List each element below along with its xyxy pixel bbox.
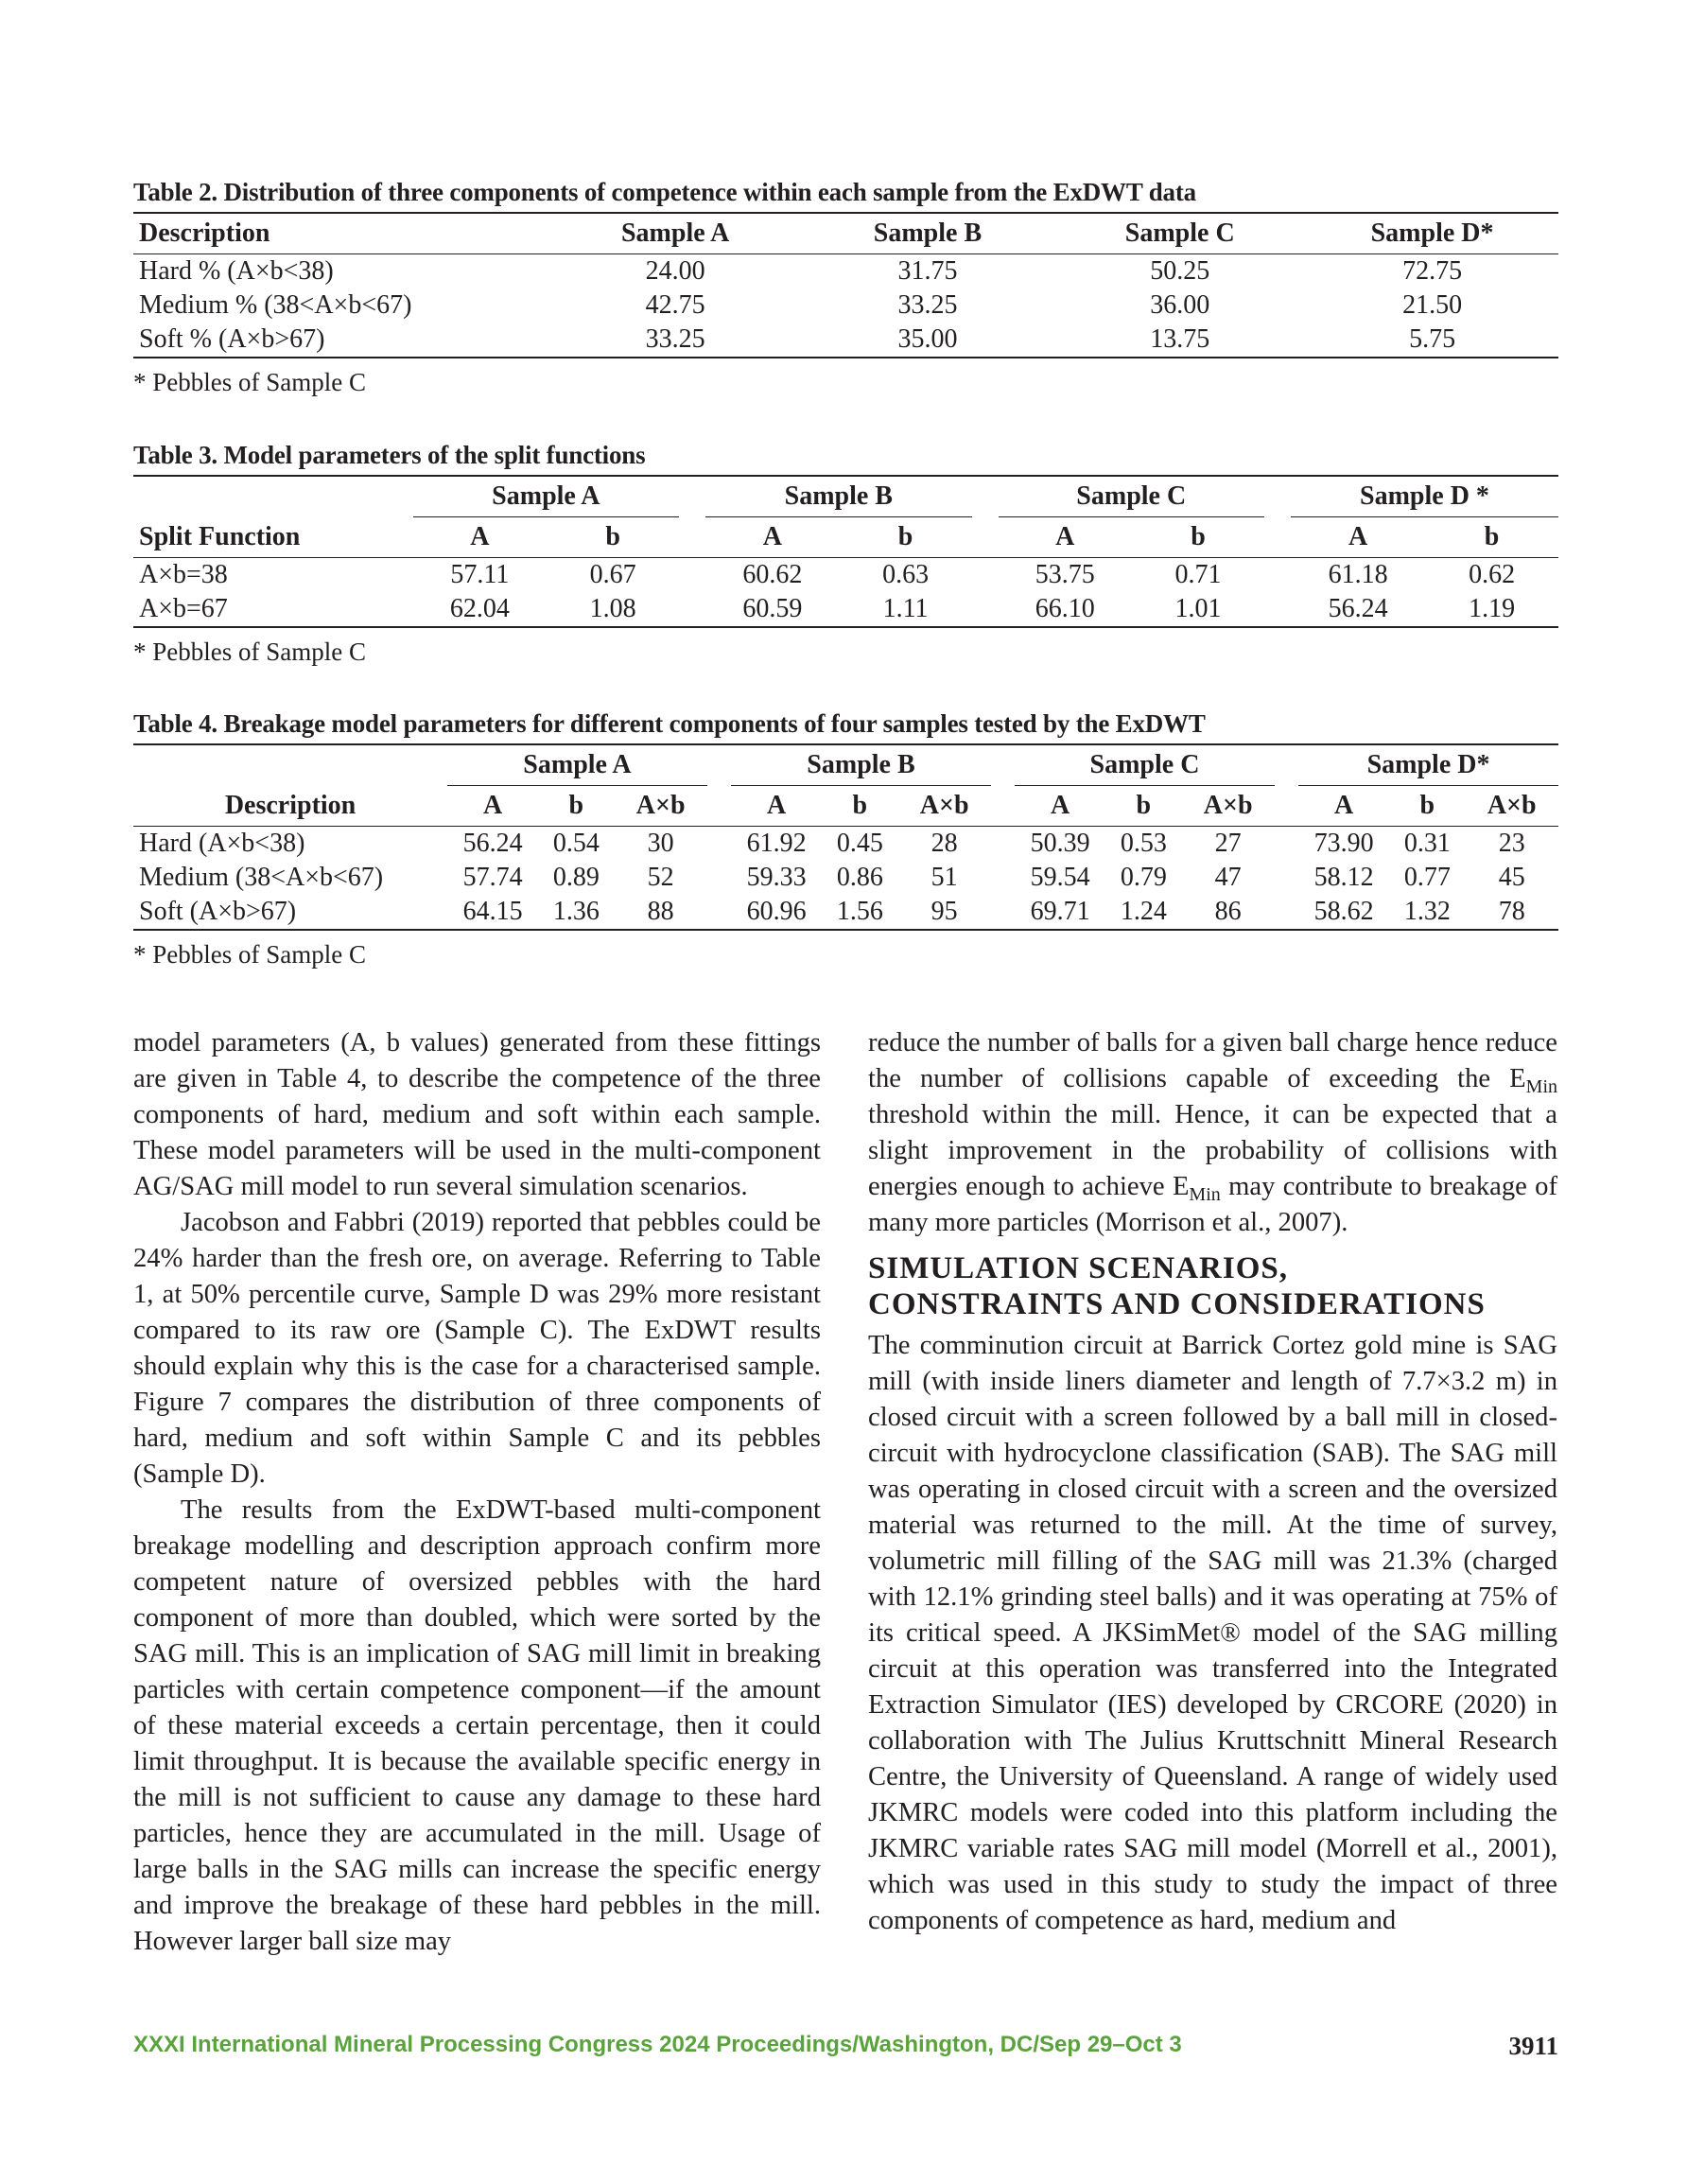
table-cell: 0.45 — [836, 829, 883, 858]
row-label-cell: Soft (A×b>67) — [139, 897, 297, 926]
column-header: Sample D* — [1306, 213, 1558, 254]
spacer-cell — [707, 895, 731, 930]
paragraph: model parameters (A, b values) generated from these fittings are given in Table 4, to describe the competence of the three components of hard, medium and soft within each sample. These model parameters will be used in the multi-component AG/SAG mill model to run several simulation scenarios. — [133, 1028, 821, 1201]
table-3-block — [133, 441, 1558, 667]
table-cell: 72.75 — [1402, 256, 1463, 286]
table-cell: 45 — [1498, 863, 1525, 892]
footer-proceedings-title: XXXI International Mineral Processing Congress 2024 Proceedings/Washington, DC/Sep 29–Oct 3 — [133, 2032, 1182, 2057]
section-heading-line: CONSTRAINTS AND CONSIDERATIONS — [868, 1287, 1486, 1321]
column-header: A×b — [897, 786, 990, 827]
row-label-cell: Soft % (A×b>67) — [139, 324, 325, 354]
row-label-cell: A×b=67 — [139, 594, 228, 623]
subscript: Min — [1525, 1076, 1557, 1097]
table-cell: 0.31 — [1403, 829, 1451, 858]
text-run: threshold within the mill. Hence, it can be expected that a slight improvement in the probability of collisions with energies enough to achieve E — [868, 1100, 1557, 1201]
table-row — [133, 861, 1558, 895]
spacer-cell — [972, 592, 999, 627]
table-cell: 0.79 — [1120, 863, 1167, 892]
table-cell: 13.75 — [1150, 324, 1210, 354]
table-cell: 62.04 — [449, 594, 510, 623]
table-cell: 66.10 — [1035, 594, 1095, 623]
column-header: A — [999, 517, 1133, 558]
table-row — [133, 827, 1558, 862]
column-header: Sample B — [802, 213, 1054, 254]
column-header: A×b — [1181, 786, 1274, 827]
table-cell: 1.19 — [1469, 594, 1516, 623]
page-number: 3911 — [1508, 2032, 1558, 2060]
spacer-cell — [1275, 827, 1298, 862]
table-cell: 36.00 — [1150, 290, 1210, 320]
table-cell: 0.63 — [882, 560, 930, 589]
row-header-label: Description — [133, 786, 447, 827]
table-row — [133, 592, 1558, 627]
table-cell: 30 — [647, 829, 674, 858]
body-column-right — [868, 1025, 1557, 1939]
table-2-caption: Table 2. Distribution of three components of competence within each sample from the ExDWT data — [133, 178, 1196, 206]
table-header-row — [133, 517, 1558, 558]
table-cell: 53.75 — [1035, 560, 1095, 589]
row-header-label: Split Function — [133, 517, 413, 558]
column-group-header: Sample B — [731, 744, 991, 786]
table-4-footnote: * Pebbles of Sample C — [133, 940, 366, 969]
row-label-cell: Medium % (38<A×b<67) — [139, 290, 412, 320]
column-header: A — [705, 517, 840, 558]
subscript: Min — [1189, 1184, 1221, 1205]
table-2-block — [133, 178, 1558, 397]
page-footer — [133, 2032, 1558, 2070]
table-cell: 1.56 — [836, 897, 883, 926]
column-header: b — [1389, 786, 1465, 827]
paragraph — [868, 1025, 1557, 1241]
paragraph: The results from the ExDWT-based multi-component breakage modelling and description approach confirm more competent nature of oversized pebbles with the hard component of more than doubled, which were sorted by the SAG mill. This is an implication of SAG mill limit in breaking particles with certain competence component—if the amount of these material exceeds a certain percentage, then it could limit throughput. It is because the available specific energy in the mill is not sufficient to cause any damage to these hard particles, hence they are accumulated in the mill. Usage of large balls in the SAG mills can increase the specific energy and improve the breakage of these hard pebbles in the mill. However larger ball size may — [133, 1495, 821, 1956]
section-heading-line: SIMULATION SCENARIOS, — [868, 1251, 1288, 1285]
table-cell: 33.25 — [897, 290, 958, 320]
table-cell: 21.50 — [1402, 290, 1463, 320]
column-group-header: Sample A — [447, 744, 707, 786]
table-cell: 50.39 — [1030, 829, 1090, 858]
spacer-cell — [1264, 558, 1291, 593]
column-header: Sample C — [1053, 213, 1306, 254]
table-cell: 60.59 — [742, 594, 803, 623]
table-header-row — [133, 213, 1558, 254]
table-cell: 60.62 — [742, 560, 803, 589]
table-cell: 1.08 — [589, 594, 636, 623]
row-label-cell: Medium (38<A×b<67) — [139, 863, 384, 892]
table-cell: 95 — [930, 897, 958, 926]
table-cell: 58.12 — [1313, 863, 1374, 892]
table-3-caption: Table 3. Model parameters of the split functions — [133, 441, 646, 469]
table-cell: 0.62 — [1469, 560, 1516, 589]
table-group-row — [133, 744, 1558, 786]
spacer-cell — [991, 895, 1015, 930]
table-cell: 59.33 — [746, 863, 807, 892]
table-group-row — [133, 476, 1558, 517]
column-header: A×b — [1465, 786, 1558, 827]
table-cell: 57.74 — [462, 863, 523, 892]
table-4 — [133, 743, 1558, 931]
table-cell: 24.00 — [645, 256, 705, 286]
table-cell: 57.11 — [450, 560, 510, 589]
table-cell: 5.75 — [1409, 324, 1456, 354]
table-cell: 28 — [930, 829, 958, 858]
table-cell: 23 — [1498, 829, 1525, 858]
text-run: may contribute to breakage of many more particles (Morrison et al., 2007). — [868, 1172, 1558, 1237]
column-header: A — [731, 786, 822, 827]
table-cell: 56.24 — [1328, 594, 1388, 623]
spacer-cell — [679, 558, 705, 593]
table-cell: 42.75 — [645, 290, 705, 320]
spacer-cell — [1275, 895, 1298, 930]
table-cell: 73.90 — [1313, 829, 1374, 858]
table-cell: 0.53 — [1120, 829, 1167, 858]
table-cell: 0.86 — [836, 863, 883, 892]
column-header: A — [413, 517, 548, 558]
spacer-cell — [707, 827, 731, 862]
spacer-cell — [1275, 861, 1298, 895]
table-cell: 0.71 — [1174, 560, 1222, 589]
column-group-header: Sample D* — [1298, 744, 1558, 786]
table-cell: 78 — [1498, 897, 1525, 926]
table-cell: 1.36 — [552, 897, 600, 926]
table-3-footnote: * Pebbles of Sample C — [133, 638, 366, 666]
table-cell: 31.75 — [897, 256, 958, 286]
table-row — [133, 288, 1558, 323]
table-3 — [133, 475, 1558, 628]
column-header: A — [1015, 786, 1105, 827]
table-cell: 0.89 — [552, 863, 600, 892]
column-header: b — [1425, 517, 1558, 558]
table-header-row — [133, 786, 1558, 827]
row-label-cell: Hard (A×b<38) — [139, 829, 305, 858]
table-cell: 50.25 — [1150, 256, 1210, 286]
table-cell: 58.62 — [1313, 897, 1374, 926]
table-cell: 1.24 — [1120, 897, 1167, 926]
table-row — [133, 895, 1558, 930]
table-2-footnote: * Pebbles of Sample C — [133, 368, 366, 396]
table-cell: 1.32 — [1403, 897, 1451, 926]
table-cell: 0.77 — [1403, 863, 1451, 892]
table-cell: 86 — [1214, 897, 1242, 926]
spacer-cell — [991, 827, 1015, 862]
table-cell: 52 — [647, 863, 674, 892]
spacer-cell — [1264, 592, 1291, 627]
table-cell: 88 — [647, 897, 674, 926]
spacer-cell — [679, 592, 705, 627]
column-group-header: Sample C — [999, 476, 1264, 517]
paragraph: The comminution circuit at Barrick Cortez gold mine is SAG mill (with inside liners diameter and length of 7.7×3.2 m) in closed circuit with a screen followed by a ball mill in closed-circuit with hydrocyclone classification (SAB). The SAG mill was operating in closed circuit with a screen and the oversized material was returned to the mill. At the time of survey, volumetric mill filling of the SAG mill was 21.3% (charged with 12.1% grinding steel balls) and it was operating at 75% of its critical speed. A JKSimMet® model of the SAG milling circuit at this operation was transferred into the Integrated Extraction Simulator (IES) developed by CRCORE (2020) in collaboration with The Julius Kruttschnitt Mineral Research Centre, the University of Queensland. A range of widely used JKMRC models were coded into this platform including the JKMRC variable rates SAG mill model (Morrell et al., 2001), which was used in this study to study the impact of three components of competence as hard, medium and — [868, 1331, 1557, 1935]
table-cell: 60.96 — [746, 897, 807, 926]
column-header: b — [538, 786, 614, 827]
paragraph: Jacobson and Fabbri (2019) reported that pebbles could be 24% harder than the fresh ore, on average. Referring to Table 1, at 50% percentile curve, Sample D was 29% more resistant compared to its raw ore (Sample C). The ExDWT results should explain why this is the case for a characterised sample. Figure 7 compares the distribution of three components of hard, medium and soft within Sample C and its pebbles (Sample D). — [133, 1208, 821, 1489]
table-cell: 33.25 — [645, 324, 705, 354]
table-row — [133, 558, 1558, 593]
table-cell: 0.54 — [552, 829, 600, 858]
table-cell: 1.01 — [1174, 594, 1222, 623]
column-header: A — [1298, 786, 1389, 827]
column-header: b — [1105, 786, 1181, 827]
table-4-block — [133, 709, 1558, 970]
row-label-cell: A×b=38 — [139, 560, 228, 589]
table-2 — [133, 212, 1558, 358]
row-label-cell: Hard % (A×b<38) — [139, 256, 334, 286]
table-row — [133, 323, 1558, 358]
table-cell: 61.92 — [746, 829, 807, 858]
body-column-left — [133, 1025, 821, 1960]
table-row — [133, 254, 1558, 289]
table-cell: 61.18 — [1328, 560, 1388, 589]
column-group-header: Sample D * — [1291, 476, 1558, 517]
column-group-header: Sample C — [1015, 744, 1275, 786]
column-header: Sample A — [549, 213, 802, 254]
table-cell: 0.67 — [589, 560, 636, 589]
column-header: b — [1132, 517, 1264, 558]
spacer-cell — [707, 861, 731, 895]
column-group-header: Sample B — [705, 476, 971, 517]
text-run: reduce the number of balls for a given ball charge hence reduce the number of collisions capable of exceeding the E — [868, 1028, 1557, 1093]
table-cell: 64.15 — [462, 897, 523, 926]
table-cell: 27 — [1214, 829, 1242, 858]
table-4-caption: Table 4. Breakage model parameters for different components of four samples tested by the ExDWT — [133, 709, 1206, 738]
table-cell: 51 — [930, 863, 958, 892]
column-header: Description — [133, 213, 549, 254]
column-header: A — [1291, 517, 1425, 558]
column-header: A — [447, 786, 538, 827]
spacer-cell — [972, 558, 999, 593]
table-cell: 1.11 — [882, 594, 929, 623]
column-header: b — [840, 517, 972, 558]
section-heading — [868, 1250, 1557, 1322]
spacer-cell — [991, 861, 1015, 895]
column-group-header: Sample A — [413, 476, 679, 517]
table-cell: 56.24 — [462, 829, 523, 858]
column-header: b — [547, 517, 679, 558]
table-cell: 47 — [1214, 863, 1242, 892]
table-cell: 69.71 — [1030, 897, 1090, 926]
table-cell: 35.00 — [897, 324, 958, 354]
column-header: b — [822, 786, 897, 827]
table-cell: 59.54 — [1030, 863, 1090, 892]
column-header: A×b — [614, 786, 706, 827]
